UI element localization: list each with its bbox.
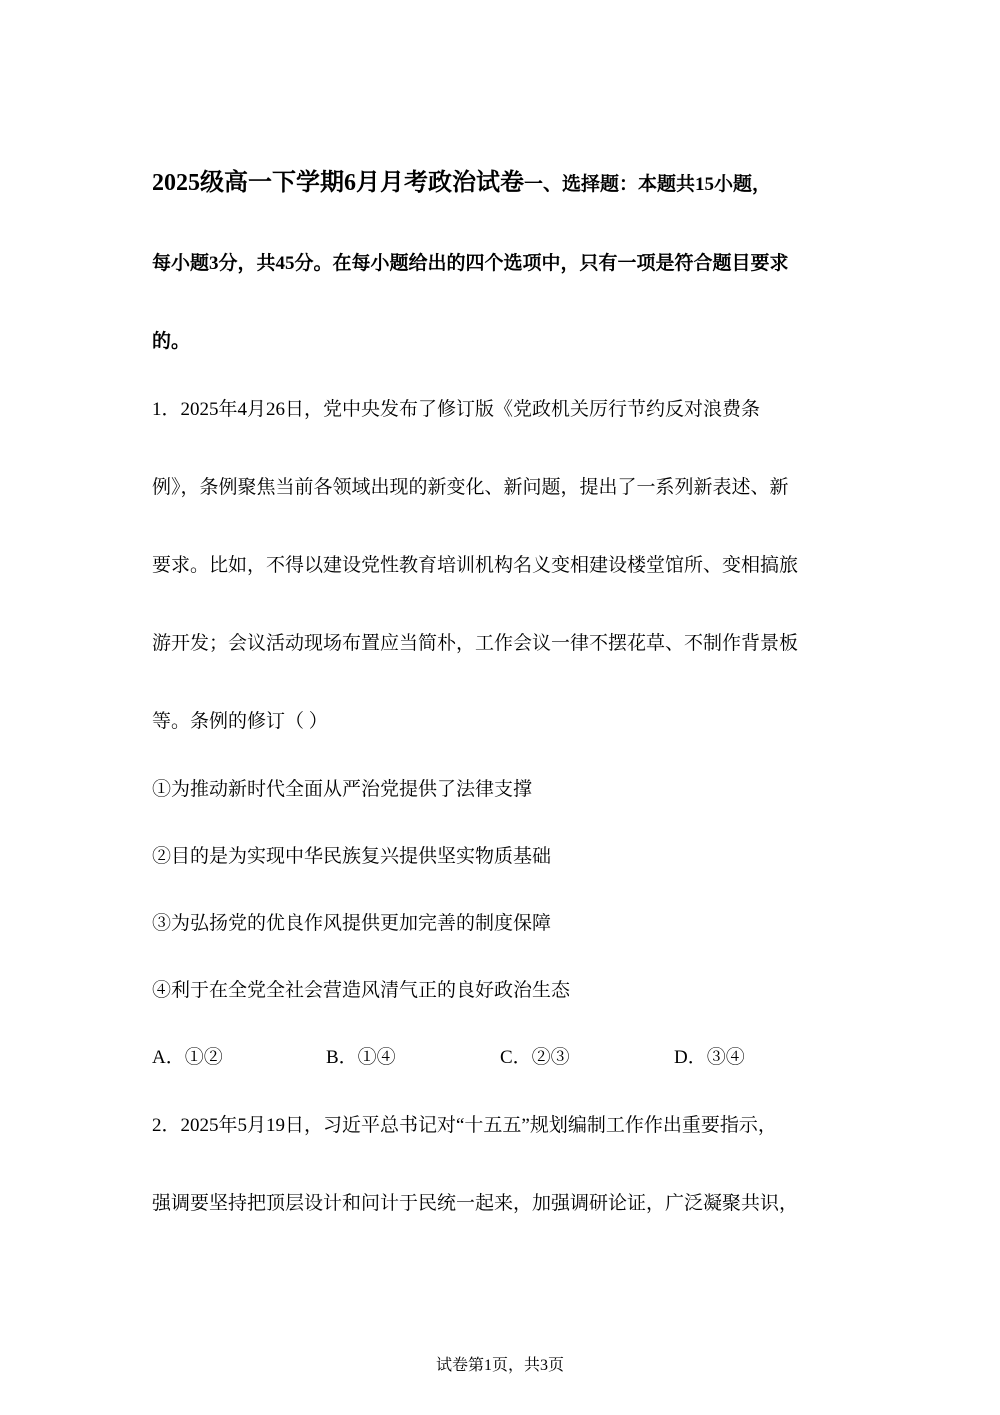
question-1-line-4: 游开发；会议活动现场布置应当简朴，工作会议一律不摆花草、不制作背景板 [152, 633, 799, 654]
statement-4: ④利于在全党全社会营造风清气正的良好政治生态 [152, 980, 571, 1001]
page-footer: 试卷第1页，共3页 [435, 1357, 564, 1374]
section-instructions-line-2: 每小题3分，共45分。在每小题给出的四个选项中，只有一项是符合题目要求 [152, 253, 789, 274]
question-1-line-1: 1．2025年4月26日，党中央发布了修订版《党政机关厉行节约反对浪费条 [152, 399, 761, 420]
option-c[interactable]: C．②③ [500, 1047, 570, 1068]
statement-2: ②目的是为实现中华民族复兴提供坚实物质基础 [152, 846, 552, 867]
question-2-line-1: 2．2025年5月19日，习近平总书记对“十五五”规划编制工作作出重要指示， [152, 1115, 777, 1136]
exam-title: 2025级高一下学期6月月考政治试卷 [152, 170, 524, 196]
statement-1: ①为推动新时代全面从严治党提供了法律支撑 [152, 779, 533, 800]
title-line [152, 171, 771, 197]
question-1-line-3: 要求。比如，不得以建设党性教育培训机构名义变相建设楼堂馆所、变相搞旅 [152, 555, 799, 576]
section-instructions-line-3: 的。 [152, 331, 191, 352]
option-b[interactable]: B．①④ [326, 1047, 396, 1068]
option-d[interactable]: D．③④ [674, 1047, 745, 1068]
question-1-line-5: 等。条例的修订（ ） [152, 711, 328, 732]
statement-3: ③为弘扬党的优良作风提供更加完善的制度保障 [152, 913, 552, 934]
question-2-line-2: 强调要坚持把顶层设计和问计于民统一起来，加强调研论证，广泛凝聚共识， [152, 1193, 799, 1214]
option-a[interactable]: A．①② [152, 1047, 223, 1068]
question-1-line-2: 例》，条例聚焦当前各领域出现的新变化、新问题，提出了一系列新表述、新 [152, 477, 789, 498]
section-heading: 一、选择题：本题共15小题， [524, 174, 772, 195]
answer-options [152, 1046, 852, 1072]
